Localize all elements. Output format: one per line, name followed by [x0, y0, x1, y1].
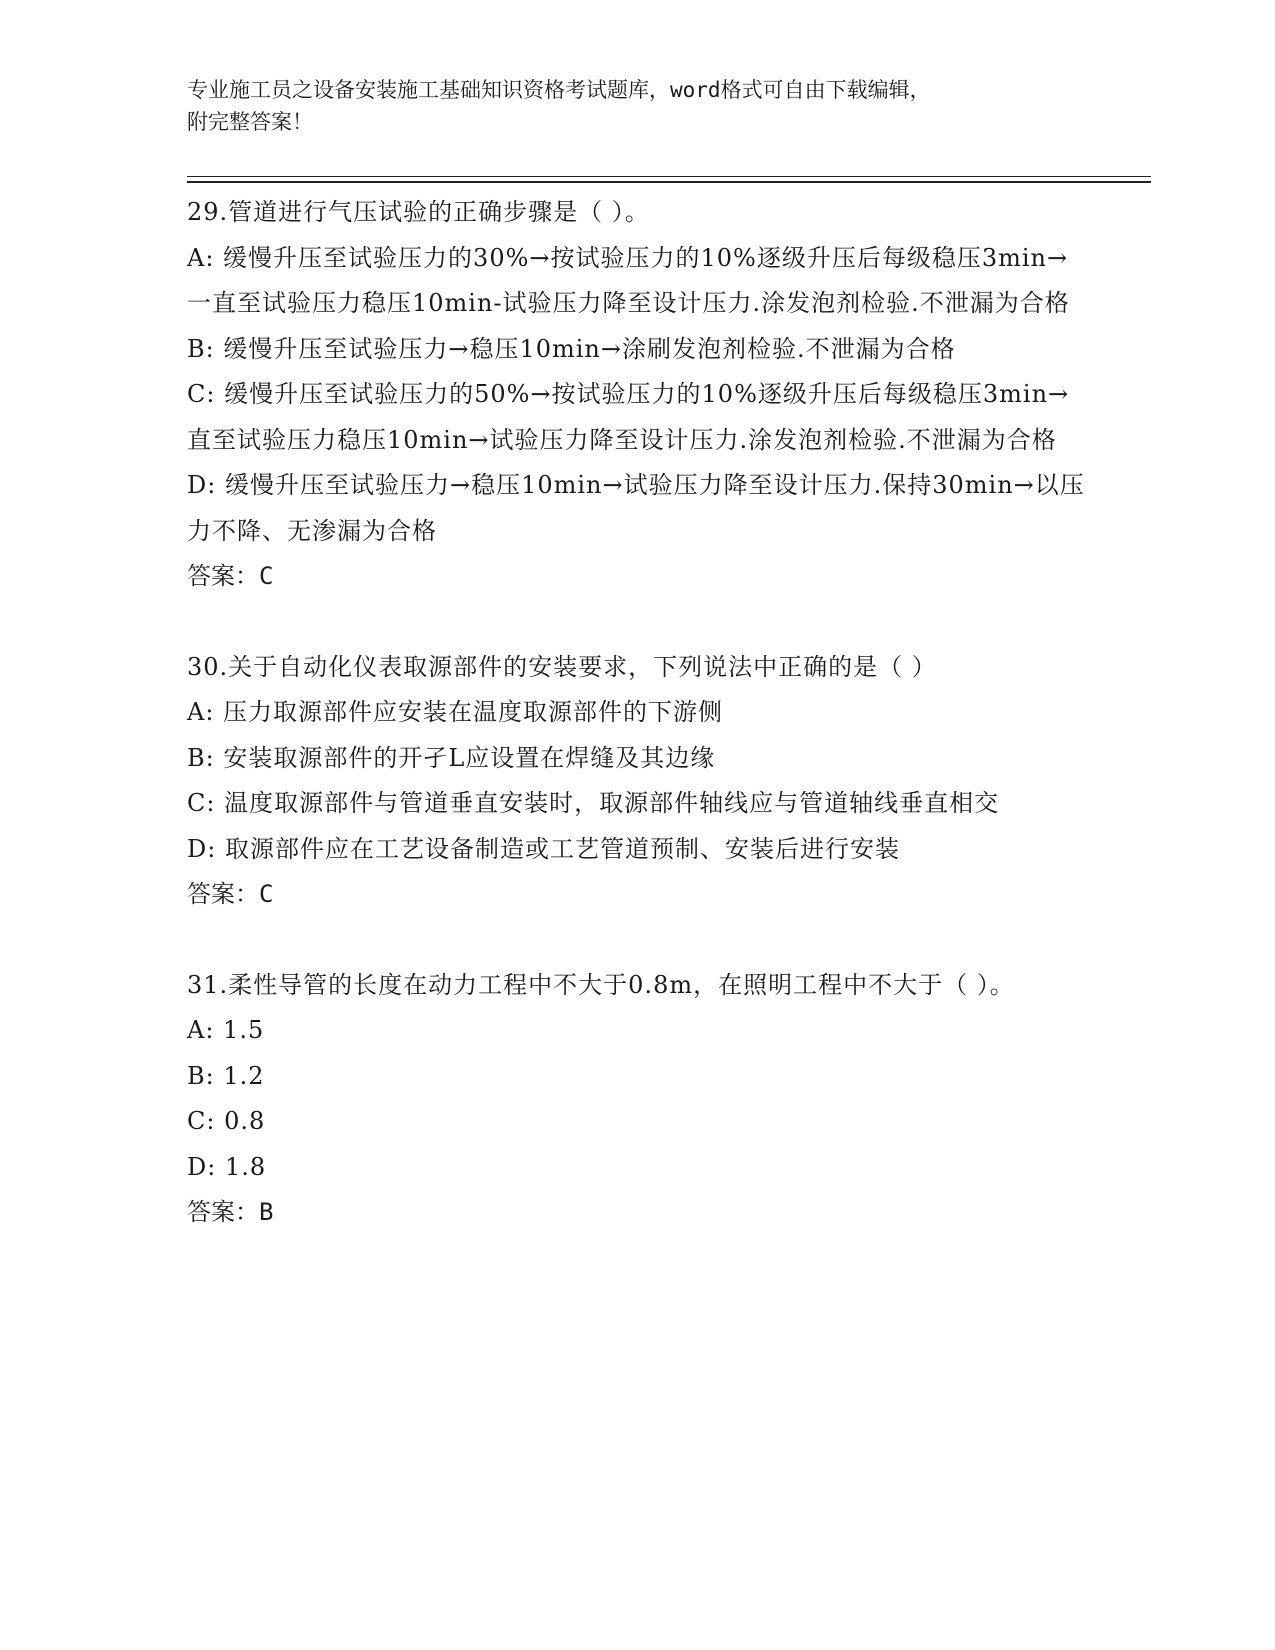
answer-line: 答案：C [187, 880, 274, 908]
option-c: C: 缓慢升压至试验压力的50%→按试验压力的10%逐级升压后每级稳压3min→直至试验压力稳压10min→试验压力降至设计压力.涂发泡剂检验.不泄漏为合格 [187, 380, 1070, 454]
option-c: C: 温度取源部件与管道垂直安装时，取源部件轴线应与管道轴线垂直相交 [187, 789, 1000, 817]
question-30 [187, 645, 1087, 918]
header-line-2: 附完整答案！ [187, 110, 313, 134]
option-a: A: 缓慢升压至试验压力的30%→按试验压力的10%逐级升压后每级稳压3min→一直至试验压力稳压10min-试验压力降至设计压力.涂发泡剂检验.不泄漏为合格 [187, 243, 1070, 317]
header-divider-thick [187, 181, 1151, 183]
question-31 [187, 963, 1087, 1236]
option-d: D: 取源部件应在工艺设备制造或工艺管道预制、安装后进行安装 [187, 834, 900, 863]
answer-line: 答案：C [187, 562, 274, 590]
question-stem: 30.关于自动化仪表取源部件的安装要求，下列说法中正确的是（ ） [187, 652, 937, 681]
question-list [187, 190, 1087, 1236]
answer-line: 答案：B [187, 1198, 274, 1226]
question-stem: 29.管道进行气压试验的正确步骤是（ ）。 [187, 198, 650, 226]
header-line-1: 专业施工员之设备安装施工基础知识资格考试题库，word格式可自由下载编辑， [187, 78, 931, 102]
question-29 [187, 190, 1087, 600]
option-d: D: 缓慢升压至试验压力→稳压10min→试验压力降至设计压力.保持30min→以压力不降、无渗漏为合格 [187, 471, 1085, 545]
document-header [187, 74, 1067, 138]
option-a: A: 压力取源部件应安装在温度取源部件的下游侧 [187, 698, 724, 726]
option-b: B: 1.2 [187, 1061, 265, 1090]
question-stem: 31.柔性导管的长度在动力工程中不大于0.8m，在照明工程中不大于（ ）。 [187, 970, 1015, 999]
option-a: A: 1.5 [187, 1016, 265, 1044]
header-divider-thin [187, 176, 1151, 177]
option-b: B: 缓慢升压至试验压力→稳压10min→涂刷发泡剂检验.不泄漏为合格 [187, 334, 956, 363]
option-b: B: 安装取源部件的开孑L应设置在焊缝及其边缘 [187, 743, 716, 772]
option-d: D: 1.8 [187, 1152, 267, 1181]
option-c: C: 0.8 [187, 1107, 266, 1135]
